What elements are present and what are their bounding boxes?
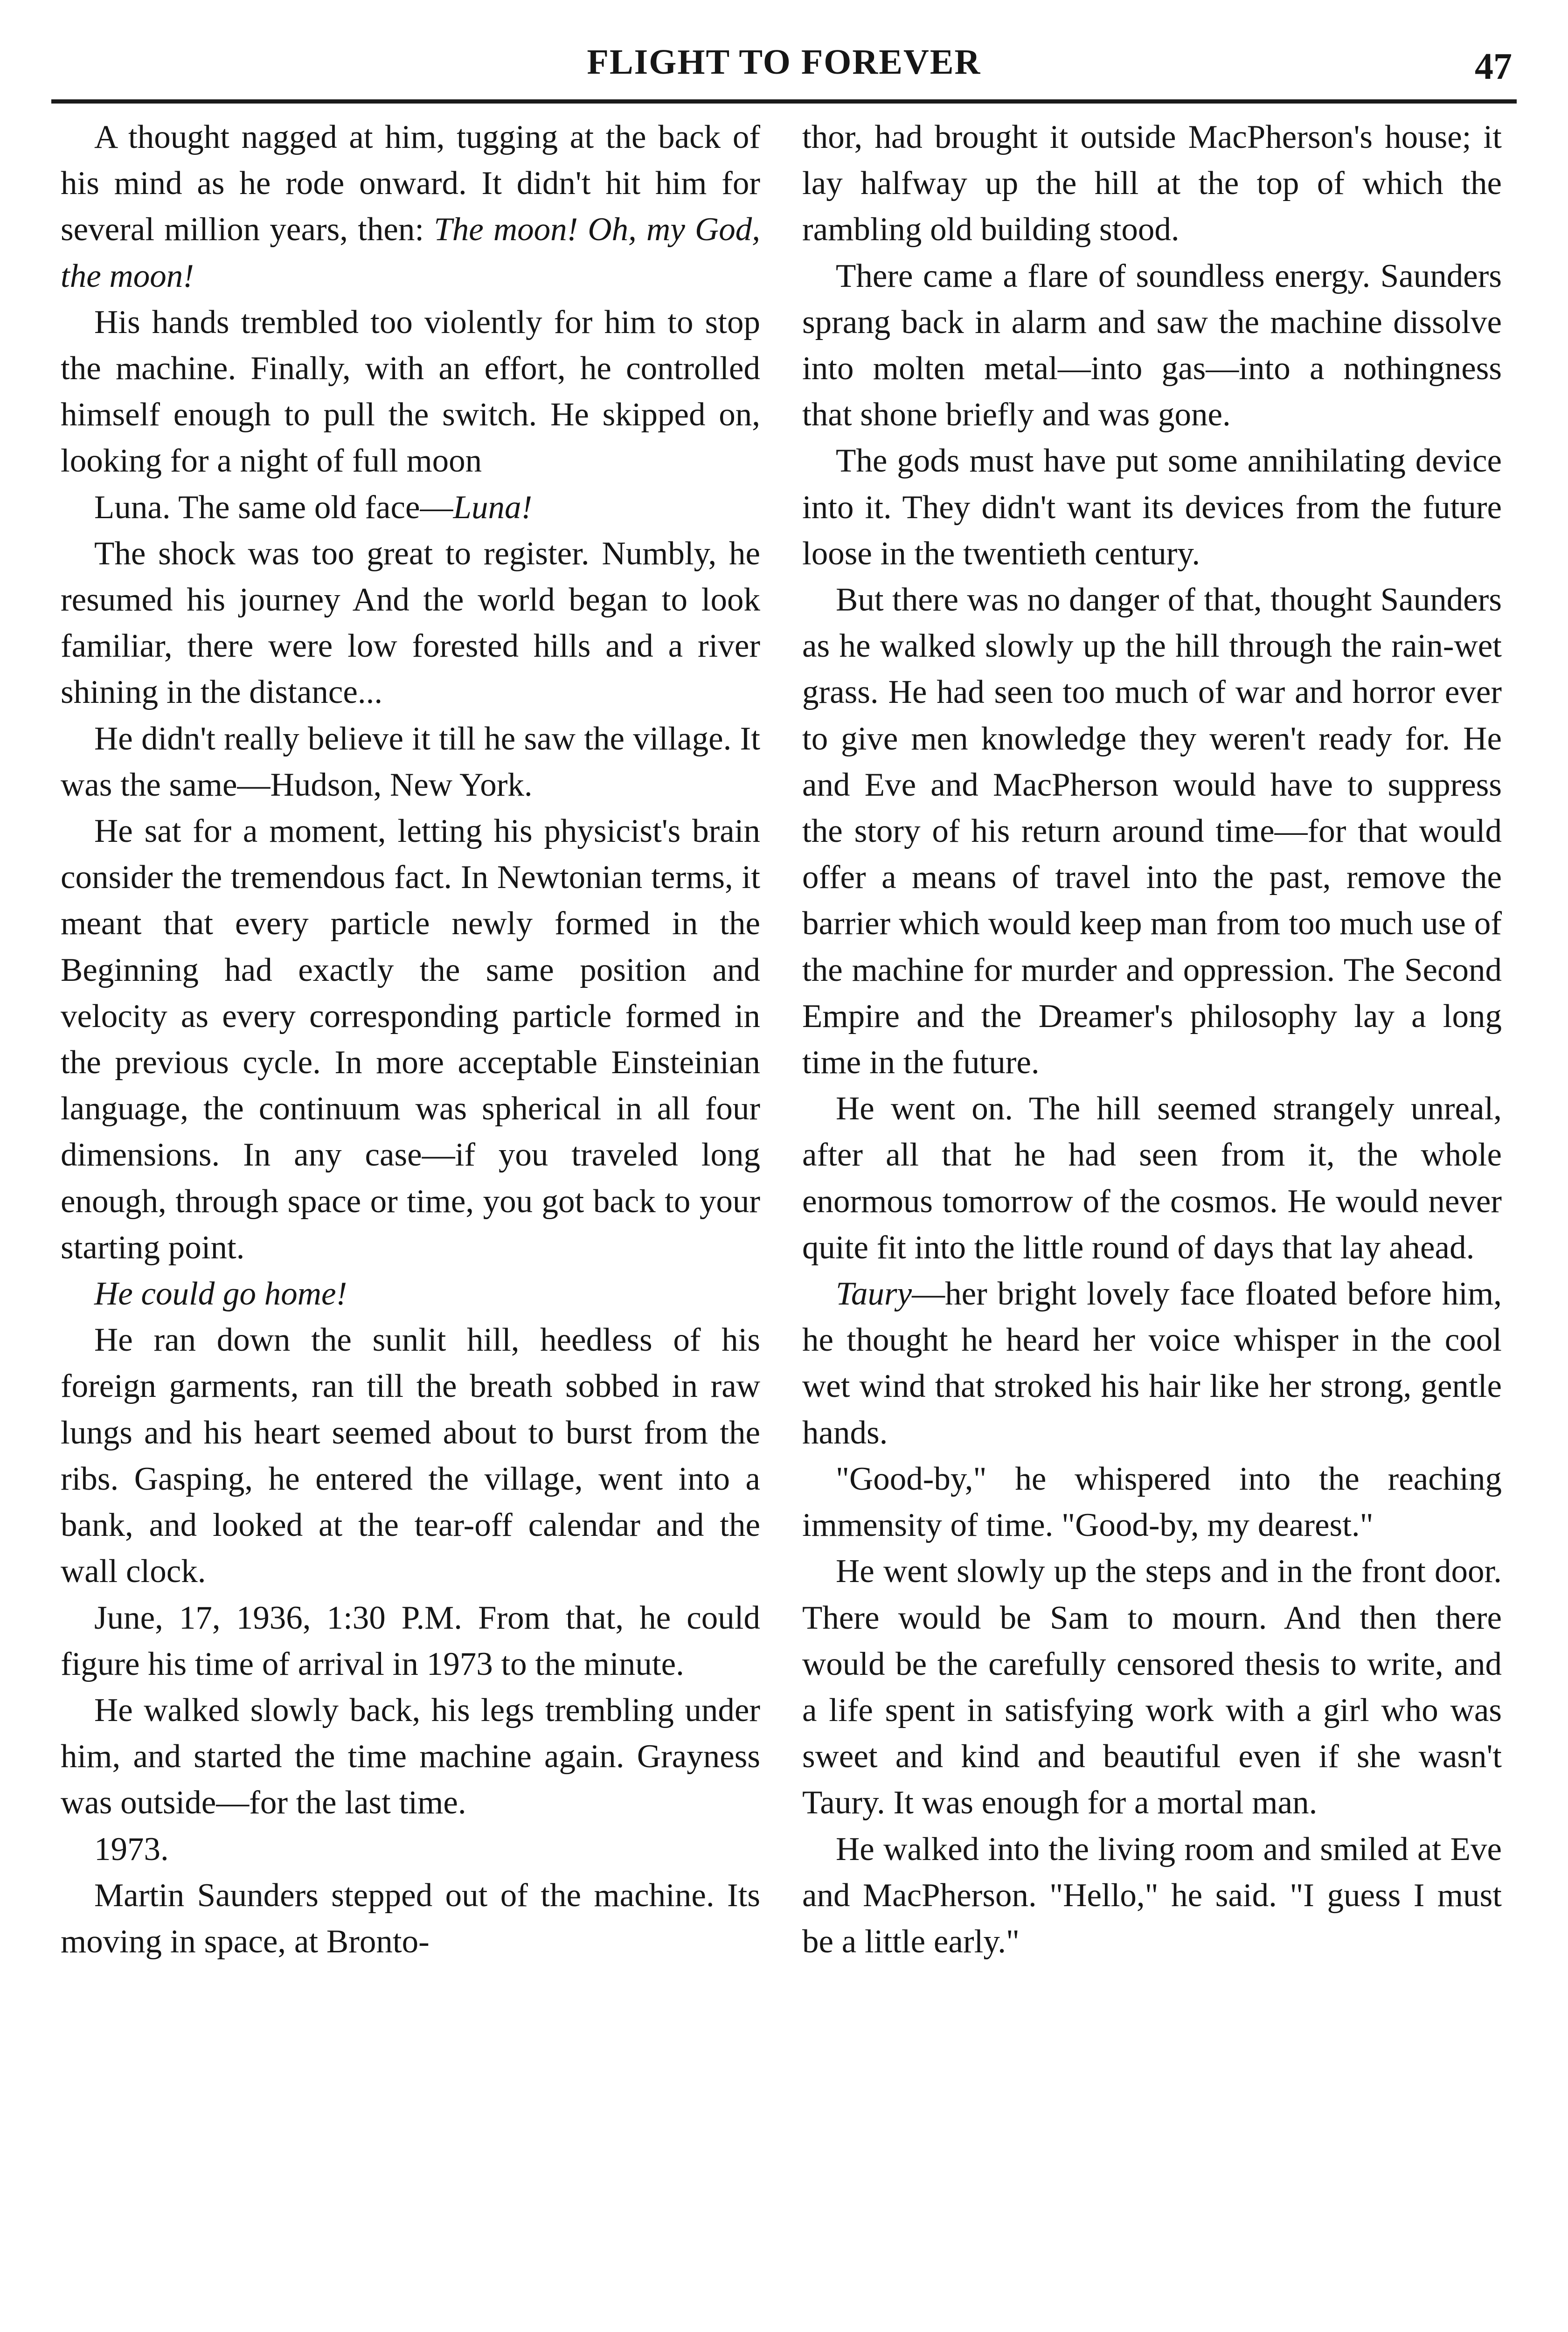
paragraph: Taury—her bright lovely face floated before him, he thought he heard her voice whisper in the cool wet wind that stroked his hair like her strong, gentle hands. xyxy=(802,1276,1502,1451)
paragraph: He ran down the sunlit hill, heedless of his foreign garments, ran till the breath sobbed in raw lungs and his heart seemed about to burst from the ribs. Gasping, he entered the village, went into a bank, and looked at the tear-off calendar and the wall clock. xyxy=(61,1322,760,1590)
page-header xyxy=(51,44,1517,100)
paragraph: He didn't really believe it till he saw the village. It was the same—Hudson, New York. xyxy=(61,720,760,803)
right-column xyxy=(802,114,1502,2330)
left-column xyxy=(61,114,760,2330)
paragraph: Martin Saunders stepped out of the machine. Its moving in space, at Bronto- xyxy=(61,1877,760,1960)
paragraph: June, 17, 1936, 1:30 P.M. From that, he could figure his time of arrival in 1973 to the minute. xyxy=(61,1599,760,1682)
paragraph: He walked into the living room and smiled at Eve and MacPherson. "Hello," he said. "I guess I must be a little early." xyxy=(802,1831,1502,1960)
paragraph: A thought nagged at him, tugging at the back of his mind as he rode onward. It didn't hit him for several million years, then: The moon! Oh, my God, the moon! xyxy=(61,119,760,294)
paragraph: 1973. xyxy=(94,1831,169,1867)
paragraph: "Good-by," he whispered into the reaching immensity of time. "Good-by, my dearest." xyxy=(802,1460,1502,1544)
paragraph: Luna. The same old face—Luna! xyxy=(94,489,533,526)
paragraph: His hands trembled too violently for him to stop the machine. Finally, with an effort, he controlled himself enough to pull the switch. He skipped on, looking for a night of full moon xyxy=(61,304,760,479)
header-rule xyxy=(51,99,1517,104)
paragraph: But there was no danger of that, thought Saunders as he walked slowly up the hill through the rain-wet grass. He had seen too much of war and horror ever to give men knowledge they weren't ready for. He and Eve and MacPherson would have to suppress the story of his return around time—for that would offer a means of travel into the past, remove the barrier which would keep man from too much use of the machine for murder and oppression. The Second Empire and the Dreamer's philosophy lay a long time in the future. xyxy=(802,582,1502,1081)
paragraph: He walked slowly back, his legs trembling under him, and started the time machine again. Grayness was outside—for the last time. xyxy=(61,1692,760,1821)
running-title: FLIGHT TO FOREVER xyxy=(587,42,981,82)
paragraph: The shock was too great to register. Numbly, he resumed his journey And the world began to look familiar, there were low forested hills and a river shining in the distance... xyxy=(61,535,760,711)
paragraph: He could go home! xyxy=(94,1276,347,1312)
page-number: 47 xyxy=(1475,46,1512,87)
paragraph: The gods must have put some annihilating device into it. They didn't want its devices from the future loose in the twentieth century. xyxy=(802,443,1502,572)
paragraph: He went on. The hill seemed strangely unreal, after all that he had seen from it, the whole enormous tomorrow of the cosmos. He would never quite fit into the little round of days that lay ahead. xyxy=(802,1090,1502,1266)
paragraph: He went slowly up the steps and in the front door. There would be Sam to mourn. And then there would be the carefully censored thesis to write, and a life spent in satisfying work with a girl who was sweet and kind and beautiful even if she wasn't Taury. It was enough for a mortal man. xyxy=(802,1553,1502,1821)
paragraph: thor, had brought it outside MacPherson's house; it lay halfway up the hill at the top of which the rambling old building stood. xyxy=(802,119,1502,248)
text-columns xyxy=(61,114,1502,2330)
paragraph: There came a flare of soundless energy. Saunders sprang back in alarm and saw the machine dissolve into molten metal—into gas—into a nothingness that shone briefly and was gone. xyxy=(802,257,1502,433)
paragraph: He sat for a moment, letting his physicist's brain consider the tremendous fact. In Newtonian terms, it meant that every particle newly formed in the Beginning had exactly the same position and velocity as every corresponding particle formed in the previous cycle. In more acceptable Einsteinian language, the continuum was spherical in all four dimensions. In any case—if you traveled long enough, through space or time, you got back to your starting point. xyxy=(61,813,760,1266)
